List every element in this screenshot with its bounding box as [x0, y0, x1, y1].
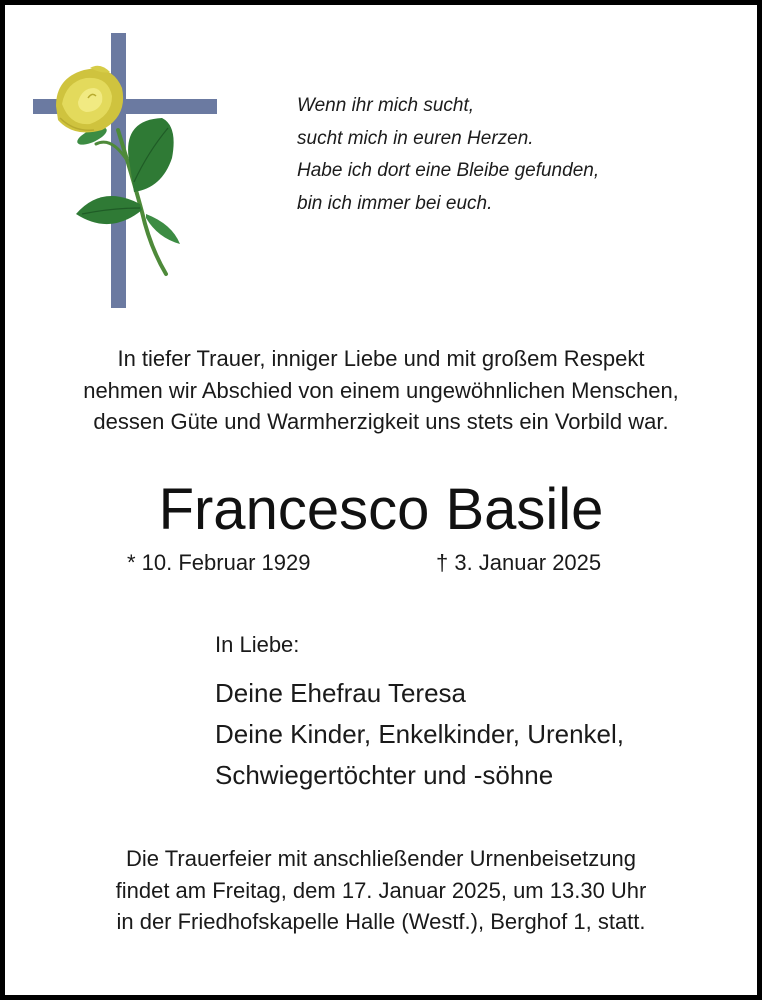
mourner-line: Deine Ehefrau Teresa: [215, 678, 467, 708]
mourners-list: [215, 673, 624, 796]
mourner-line: Schwiegertöchter und -söhne: [215, 760, 554, 790]
poem-line: Wenn ihr mich sucht,: [297, 95, 475, 116]
funeral-line: in der Friedhofskapelle Halle (Westf.), Berghof 1, statt.: [116, 909, 646, 934]
cross-with-rose-emblem: [30, 32, 220, 312]
poem-line: bin ich immer bei euch.: [297, 192, 493, 214]
cross-icon: [33, 33, 217, 308]
funeral-details: [0, 843, 762, 938]
statement-line: In tiefer Trauer, inniger Liebe und mit großem Respekt: [117, 346, 645, 371]
mourning-statement: [0, 343, 762, 438]
mourner-line: Deine Kinder, Enkelkinder, Urenkel,: [215, 719, 625, 749]
funeral-line: findet am Freitag, dem 17. Januar 2025, um 13.30 Uhr: [115, 877, 647, 903]
memorial-poem: [297, 90, 599, 220]
statement-line: dessen Güte und Warmherzigkeit uns stets ein Vorbild war.: [93, 409, 669, 434]
birth-date: * 10. Februar 1929: [127, 550, 311, 575]
deceased-name: Francesco Basile: [158, 477, 604, 542]
death-date: † 3. Januar 2025: [436, 550, 602, 575]
mourners-heading: In Liebe:: [215, 632, 300, 657]
poem-line: Habe ich dort eine Bleibe gefunden,: [297, 160, 600, 181]
funeral-line: Die Trauerfeier mit anschließender Urnenbeisetzung: [126, 846, 636, 871]
poem-line: sucht mich in euren Herzen.: [297, 127, 534, 149]
statement-line: nehmen wir Abschied von einem ungewöhnlichen Menschen,: [83, 377, 679, 403]
